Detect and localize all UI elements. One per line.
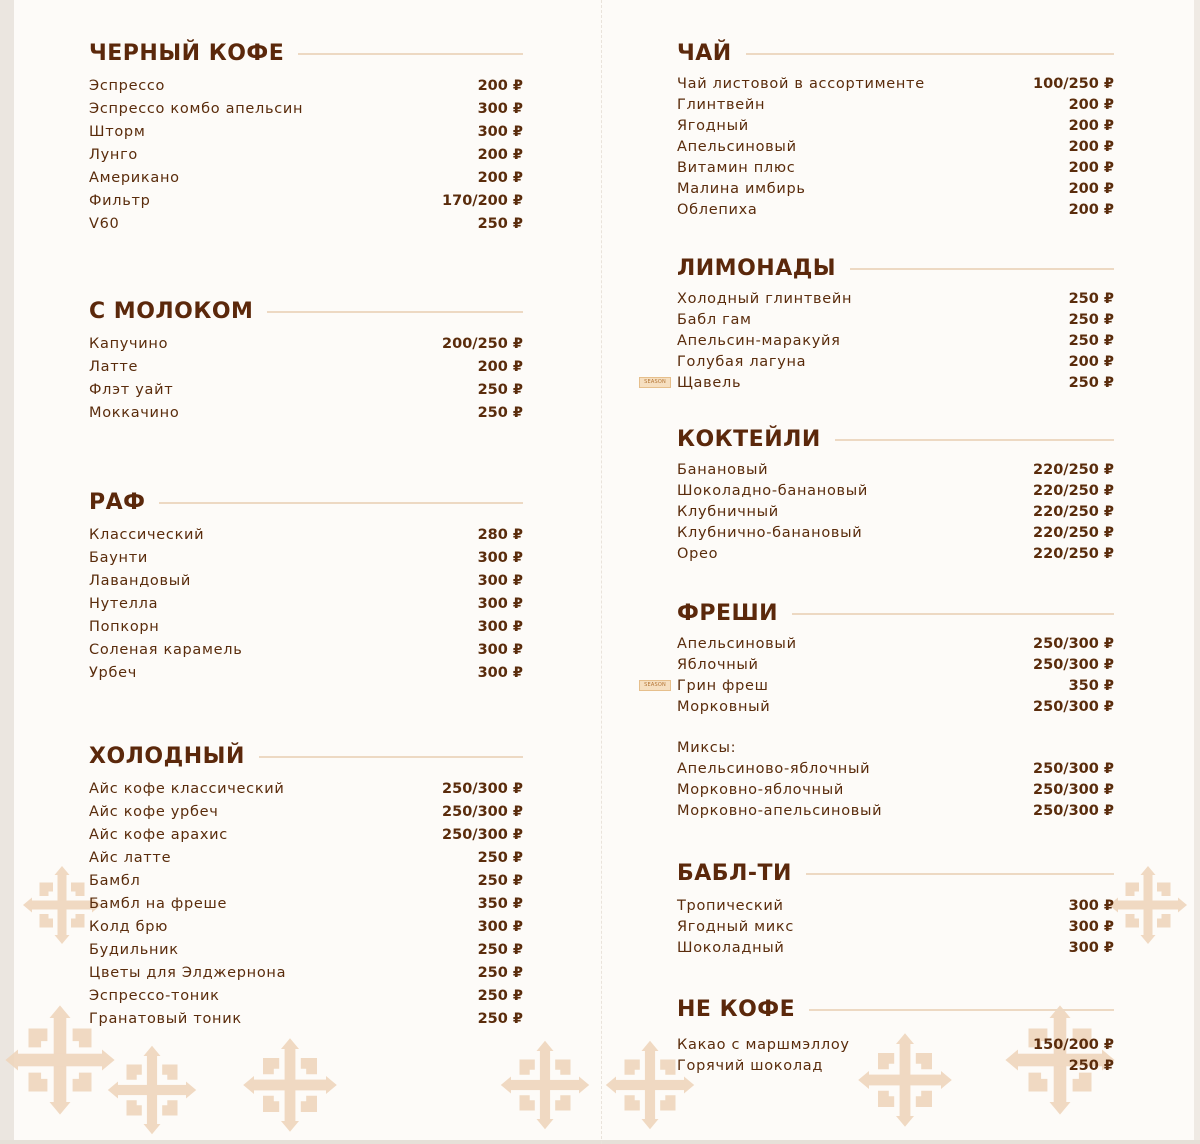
title-rule [806,873,1114,875]
item-name: Грин фреш [677,678,769,694]
item-name: Апельсин-маракуйя [677,333,841,349]
item-name: Шторм [89,124,146,140]
item-name: Колд брю [89,919,169,935]
item-price: 300 ₽ [477,124,523,140]
item-name: Малина имбирь [677,181,806,197]
menu-item [89,209,523,232]
item-name: Клубнично-банановый [677,525,863,541]
item-name: Бамбл на фреше [89,896,228,912]
item-price: 350 ₽ [477,896,523,912]
item-price: 200 ₽ [477,170,523,186]
menu-item [89,797,523,820]
item-price: 300 ₽ [477,619,523,635]
item-price: 250 ₽ [1068,375,1114,391]
item-name: Американо [89,170,180,186]
menu-item [89,543,523,566]
item-price: 100/250 ₽ [1033,76,1114,92]
menu-item [89,774,523,797]
menu-item [89,163,523,186]
menu-item [89,912,523,935]
item-name: Соленая карамель [89,642,243,658]
item-name: Цветы для Элджернона [89,965,287,981]
item-price: 300 ₽ [477,550,523,566]
item-price: 250 ₽ [477,965,523,981]
item-name: Морковный [677,699,771,715]
menu-item [89,186,523,209]
menu-item [677,893,1114,914]
menu-item [89,981,523,1004]
item-name: Айс латте [89,850,172,866]
title-rule [259,756,523,758]
item-name: V60 [89,216,120,232]
item-price: 300 ₽ [477,596,523,612]
item-price: 200 ₽ [477,147,523,163]
item-name: Витамин плюс [677,160,796,176]
item-price: 220/250 ₽ [1033,483,1114,499]
item-name: Шоколадно-банановый [677,483,869,499]
item-price: 300 ₽ [477,573,523,589]
section-bubble-tea [677,858,1114,956]
item-name: Клубничный [677,504,779,520]
item-price: 250/300 ₽ [442,804,523,820]
menu-item [89,71,523,94]
item-name: Горячий шоколад [677,1058,824,1074]
menu-item [677,541,1114,562]
item-price: 300 ₽ [1068,919,1114,935]
item-price: 250/300 ₽ [1033,699,1114,715]
section-cold [89,741,523,1027]
item-name: Орео [677,546,719,562]
menu-item [677,71,1114,92]
ornament-icon [108,1046,196,1134]
item-name: Яблочный [677,657,759,673]
item-name: Лунго [89,147,138,163]
menu-item [677,1032,1114,1053]
menu-item [677,652,1114,673]
menu-item [677,113,1114,134]
item-name: Бабл гам [677,312,752,328]
menu-item [89,843,523,866]
item-name: Морковно-апельсиновый [677,803,883,819]
item-name: Моккачино [89,405,180,421]
item-price: 200 ₽ [1068,139,1114,155]
item-name: Попкорн [89,619,160,635]
item-price: 170/200 ₽ [442,193,523,209]
section-fresh [644,598,1114,819]
menu-item [677,520,1114,541]
item-price: 300 ₽ [477,919,523,935]
item-price: 300 ₽ [477,101,523,117]
menu-item [677,197,1114,218]
season-badge: SEASON [639,680,671,691]
section-title: ЧАЙ [677,40,732,66]
menu-item [677,349,1114,370]
item-price: 200 ₽ [1068,202,1114,218]
menu-item [89,140,523,163]
item-price: 200 ₽ [477,78,523,94]
menu-item [677,631,1114,652]
item-price: 250 ₽ [477,873,523,889]
section-raf [89,487,523,681]
menu-item [677,914,1114,935]
menu-item [677,478,1114,499]
item-price: 250 ₽ [477,216,523,232]
item-price: 250 ₽ [477,405,523,421]
item-name: Гранатовый тоник [89,1011,242,1027]
item-name: Глинтвейн [677,97,766,113]
item-price: 300 ₽ [1068,898,1114,914]
menu-item [89,398,523,421]
menu-item [89,935,523,958]
section-lemonades [644,253,1114,391]
section-black-coffee [89,38,523,232]
title-rule [850,268,1114,270]
item-name: Шоколадный [677,940,785,956]
menu-item [677,155,1114,176]
menu-item [89,889,523,912]
item-name: Тропический [677,898,784,914]
item-name: Морковно-яблочный [677,782,844,798]
item-name: Айс кофе урбеч [89,804,219,820]
menu-item [677,798,1114,819]
season-badge: SEASON [639,377,671,388]
section-title: ФРЕШИ [677,600,779,626]
section-not-coffee [677,994,1114,1074]
item-name: Апельсиновый [677,139,797,155]
title-rule [792,613,1114,615]
item-name: Фильтр [89,193,151,209]
item-price: 250 ₽ [477,942,523,958]
item-name: Будильник [89,942,179,958]
item-name: Капучино [89,336,169,352]
menu-item [89,1004,523,1027]
item-name: Урбеч [89,665,137,681]
item-price: 300 ₽ [1068,940,1114,956]
item-name: Нутелла [89,596,159,612]
item-name: Ягодный микс [677,919,795,935]
menu-item [89,612,523,635]
menu-item [89,566,523,589]
section-tea [677,38,1114,218]
item-price: 200 ₽ [1068,160,1114,176]
menu-item [89,589,523,612]
item-name: Щавель [677,375,742,391]
menu-item [677,328,1114,349]
menu-item [677,286,1114,307]
item-price: 220/250 ₽ [1033,546,1114,562]
item-name: Ягодный [677,118,749,134]
mixes-label: Миксы: [677,740,737,756]
item-price: 250/300 ₽ [442,827,523,843]
menu-item [89,329,523,352]
menu-item [677,134,1114,155]
item-price: 200 ₽ [1068,118,1114,134]
menu-item [677,1053,1114,1074]
menu-item [677,92,1114,113]
section-cocktails [677,424,1114,562]
menu-item [89,352,523,375]
item-price: 250/300 ₽ [1033,761,1114,777]
menu-item [677,307,1114,328]
title-rule [835,439,1114,441]
ornament-icon [501,1041,589,1129]
item-name: Классический [89,527,205,543]
menu-item [89,866,523,889]
item-name: Айс кофе классический [89,781,285,797]
ornament-icon [1109,866,1187,944]
item-price: 250/300 ₽ [1033,782,1114,798]
item-price: 250 ₽ [1068,333,1114,349]
item-price: 250 ₽ [1068,312,1114,328]
menu-item [89,117,523,140]
section-title: НЕ КОФЕ [677,996,796,1022]
menu-item [89,520,523,543]
item-name: Холодный глинтвейн [677,291,853,307]
item-name: Эспрессо-тоник [89,988,220,1004]
item-price: 350 ₽ [1068,678,1114,694]
item-name: Баунти [89,550,148,566]
title-rule [809,1009,1114,1011]
menu-item [677,457,1114,478]
item-price: 250 ₽ [1068,1058,1114,1074]
section-with-milk [89,296,523,421]
item-name: Чай листовой в ассортименте [677,76,925,92]
item-price: 220/250 ₽ [1033,462,1114,478]
title-rule [267,311,523,313]
item-price: 200 ₽ [1068,181,1114,197]
item-price: 300 ₽ [477,642,523,658]
title-rule [159,502,523,504]
menu-item [89,658,523,681]
item-price: 250 ₽ [477,1011,523,1027]
ornament-icon [243,1038,337,1132]
item-name: Латте [89,359,139,375]
item-price: 220/250 ₽ [1033,525,1114,541]
item-price: 250 ₽ [477,850,523,866]
item-price: 250/300 ₽ [1033,657,1114,673]
item-price: 200 ₽ [1068,354,1114,370]
item-price: 250 ₽ [1068,291,1114,307]
section-title: РАФ [89,489,146,515]
item-price: 200/250 ₽ [442,336,523,352]
menu-item [677,499,1114,520]
item-price: 150/200 ₽ [1033,1037,1114,1053]
menu-item [677,935,1114,956]
item-price: 220/250 ₽ [1033,504,1114,520]
menu-item [644,673,1114,694]
item-price: 280 ₽ [477,527,523,543]
item-name: Эспрессо комбо апельсин [89,101,304,117]
item-name: Какао с маршмэллоу [677,1037,850,1053]
section-title: ХОЛОДНЫЙ [89,743,245,769]
menu-item [677,694,1114,715]
menu-item [89,94,523,117]
item-price: 250/300 ₽ [1033,803,1114,819]
item-price: 300 ₽ [477,665,523,681]
menu-item [89,820,523,843]
section-title: БАБЛ-ТИ [677,860,792,886]
section-title: С МОЛОКОМ [89,298,254,324]
item-price: 200 ₽ [477,359,523,375]
item-name: Банановый [677,462,769,478]
item-name: Эспрессо [89,78,166,94]
item-price: 250 ₽ [477,382,523,398]
section-title: КОКТЕЙЛИ [677,426,821,452]
menu-item [89,635,523,658]
item-price: 250/300 ₽ [1033,636,1114,652]
item-name: Апельсиновый [677,636,797,652]
menu-item [677,756,1114,777]
section-title: ЧЕРНЫЙ КОФЕ [89,40,285,66]
item-name: Апельсиново-яблочный [677,761,871,777]
menu-item [677,777,1114,798]
section-title: ЛИМОНАДЫ [677,255,837,281]
item-price: 200 ₽ [1068,97,1114,113]
item-name: Облепиха [677,202,758,218]
menu-item [644,370,1114,391]
title-rule [746,53,1114,55]
item-name: Флэт уайт [89,382,174,398]
menu-item [89,375,523,398]
menu-item [677,176,1114,197]
menu-item [89,958,523,981]
item-name: Лавандовый [89,573,192,589]
item-name: Айс кофе арахис [89,827,228,843]
item-name: Бамбл [89,873,141,889]
title-rule [298,53,523,55]
item-price: 250 ₽ [477,988,523,1004]
item-price: 250/300 ₽ [442,781,523,797]
item-name: Голубая лагуна [677,354,807,370]
